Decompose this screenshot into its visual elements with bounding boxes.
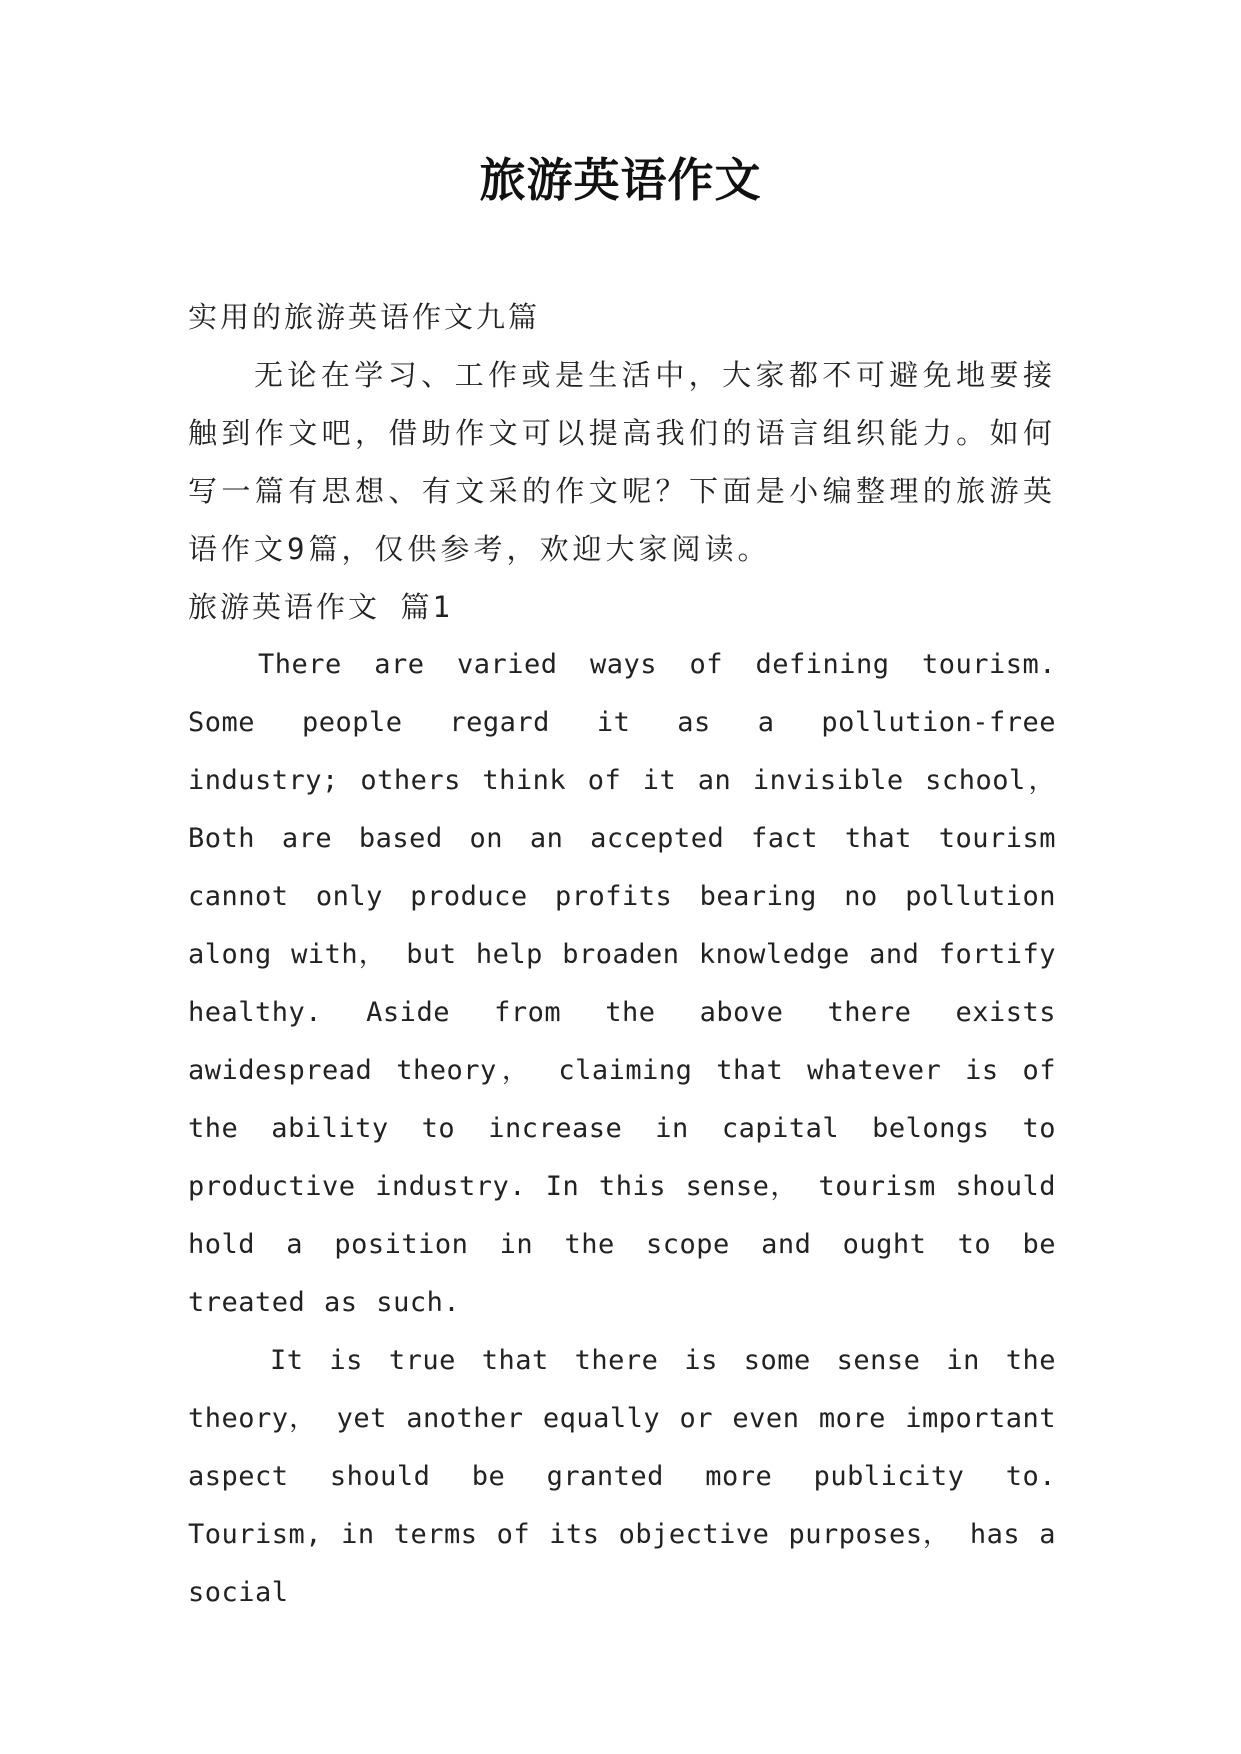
document-subtitle: 实用的旅游英语作文九篇 [188,300,541,334]
document-title: 旅游英语作文 [479,153,762,207]
essay-paragraph-1: There are varied ways of defining tourism. Some people regard it as a pollution-free industry; others think of it an invisible school， Both are based on an accepted fact that tourism cannot only produce profits bearing no pollution along with， but help broaden knowledge and fortify healthy. Aside from the above there exists awidespread theory， claiming that whatever is of the ability to increase in capital belongs to productive industry. In this sense， tourism should hold a position in the scope and ought to be treated as such. [188,649,1056,1318]
intro-paragraph: 无论在学习、工作或是生活中，大家都不可避免地要接触到作文吧，借助作文可以提高我们的语言组织能力。如何写一篇有思想、有文采的作文呢？下面是小编整理的旅游英语作文9篇，仅供参考，欢迎大家阅读。 [188,358,1056,566]
essay-paragraph-2: It is true that there is some sense in the theory， yet another equally or even more important aspect should be granted more publicity to. Tourism, in terms of its objective purposes， has a social [188,1345,1056,1608]
document-body [188,288,1056,1622]
section-heading: 旅游英语作文 篇1 [188,590,453,624]
